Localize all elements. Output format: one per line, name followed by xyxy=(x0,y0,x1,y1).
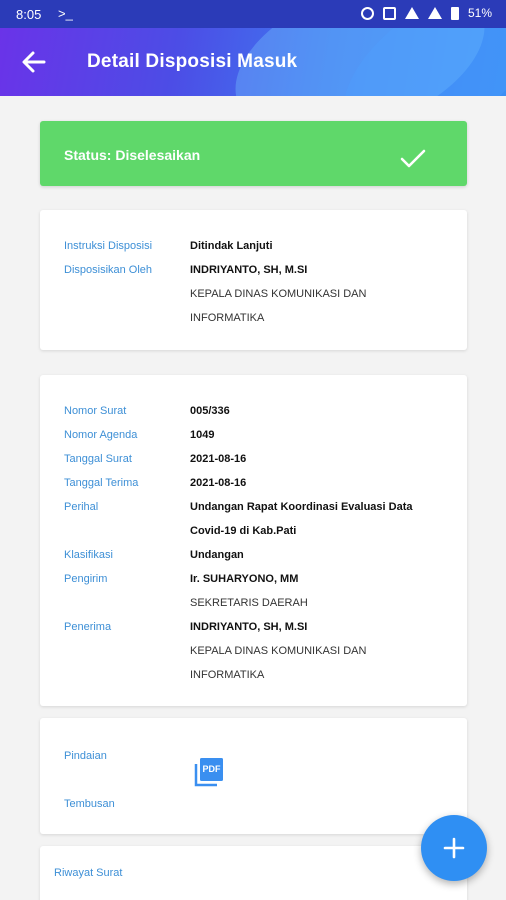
disposed-by-label: Disposisikan Oleh xyxy=(64,264,153,276)
pdf-icon-text: PDF xyxy=(202,764,221,774)
tanggal-surat-value: 2021-08-16 xyxy=(190,453,247,465)
klasifikasi-label: Klasifikasi xyxy=(64,549,113,561)
history-card[interactable] xyxy=(40,846,467,900)
battery-icon xyxy=(451,7,459,20)
penerima-position-cont: INFORMATIKA xyxy=(190,669,265,681)
klasifikasi-value: Undangan xyxy=(190,549,244,561)
instruction-label: Instruksi Disposisi xyxy=(64,240,153,252)
disposed-by-position: KEPALA DINAS KOMUNIKASI DAN xyxy=(190,288,367,300)
page-title: Detail Disposisi Masuk xyxy=(87,51,298,72)
letter-detail-card xyxy=(40,375,467,706)
status-time: 8:05 xyxy=(16,7,42,22)
tembusan-label: Tembusan xyxy=(64,798,115,810)
back-button[interactable] xyxy=(18,46,50,78)
penerima-label: Penerima xyxy=(64,621,112,633)
penerima-position: KEPALA DINAS KOMUNIKASI DAN xyxy=(190,645,367,657)
arrow-left-icon xyxy=(18,46,50,78)
history-label: Riwayat Surat xyxy=(54,867,123,879)
perihal-value: Undangan Rapat Koordinasi Evaluasi Data xyxy=(190,501,413,513)
pindaian-label: Pindaian xyxy=(64,750,107,762)
signal-icon xyxy=(428,7,442,19)
check-icon xyxy=(400,148,426,170)
instruction-value: Ditindak Lanjuti xyxy=(190,240,273,252)
perihal-label: Perihal xyxy=(64,501,99,513)
nomor-surat-label: Nomor Surat xyxy=(64,405,127,417)
tanggal-terima-value: 2021-08-16 xyxy=(190,477,247,489)
system-status-bar xyxy=(0,0,506,28)
terminal-icon: >_ xyxy=(58,6,73,21)
nomor-agenda-label: Nomor Agenda xyxy=(64,429,138,441)
pengirim-position: SEKRETARIS DAERAH xyxy=(190,597,308,609)
pengirim-label: Pengirim xyxy=(64,573,108,585)
wifi-icon xyxy=(405,7,419,19)
disposed-by-name: INDRIYANTO, SH, M.SI xyxy=(190,264,308,276)
app-bar xyxy=(0,28,506,96)
attachments-card xyxy=(40,718,467,834)
tanggal-surat-label: Tanggal Surat xyxy=(64,453,132,465)
disposed-by-position-cont: INFORMATIKA xyxy=(190,312,265,324)
add-button[interactable] xyxy=(421,815,487,881)
pengirim-name: Ir. SUHARYONO, MM xyxy=(190,573,299,585)
status-icons xyxy=(361,6,492,20)
alarm-icon xyxy=(361,7,374,20)
perihal-value-cont: Covid-19 di Kab.Pati xyxy=(190,525,297,537)
vibrate-icon xyxy=(383,7,396,20)
nomor-agenda-value: 1049 xyxy=(190,429,215,441)
pdf-file-icon[interactable] xyxy=(193,756,225,788)
battery-percent: 51% xyxy=(467,6,492,20)
penerima-name: INDRIYANTO, SH, M.SI xyxy=(190,621,308,633)
tanggal-terima-label: Tanggal Terima xyxy=(64,477,139,489)
status-label: Status: Diselesaikan xyxy=(64,147,201,163)
plus-icon xyxy=(442,836,466,860)
nomor-surat-value: 005/336 xyxy=(190,405,230,417)
disposition-card xyxy=(40,210,467,350)
